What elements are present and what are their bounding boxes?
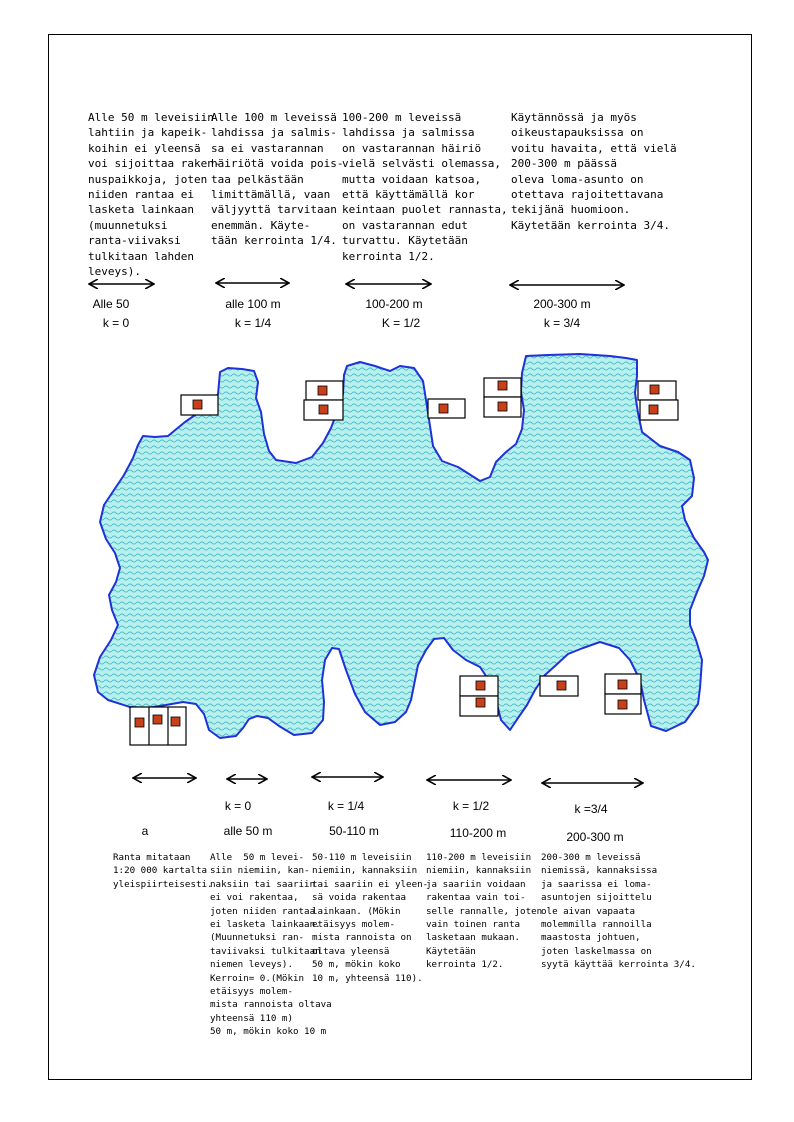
cabin-top-2 — [306, 381, 343, 400]
top-range-200-300: 200-300 m — [533, 297, 591, 311]
top-desc-lt50: Alle 50 m leveisiin lahtiin ja kapeik- koihin ei yleensä voi sijoittaa raken- nuspaikkoja, joten niiden rantaa ei lasketa lainkaan (muunnetuksi ranta-viivaksi tulkitaan lahden leveys). — [88, 111, 221, 279]
cabin-bottom-5 — [605, 694, 641, 714]
bottom-range-lt50: alle 50 m — [223, 824, 273, 838]
top-range-100-200: 100-200 m — [365, 297, 423, 311]
cabin-top-3 — [304, 400, 343, 420]
top-range-lt100: alle 100 m — [225, 297, 281, 311]
bottom-range-110-200: 110-200 m — [449, 826, 507, 840]
bottom-range-50-110: 50-110 m — [329, 824, 379, 838]
cabin-bottom-1 — [460, 676, 498, 696]
bottom-desc-200-300: 200-300 m leveissä niemissä, kannaksissa ja saarissa ei loma- asuntojen sijoittelu ole aivan vapaata molemmilla rannoilla maastosta johtuen, joten laskelmassa on syytä käyttää kerrointa 3/4. — [541, 852, 696, 971]
cabin-top-1 — [181, 395, 218, 415]
cabin-bottom-group-left — [130, 707, 186, 745]
bottom-range-200-300: 200-300 m — [566, 830, 624, 844]
cabin-top-4 — [428, 399, 465, 418]
top-desc-lt100: Alle 100 m leveissä lahdissa ja salmis- sa ei vastarannan häiriötä voida pois- taa pelkästään limittämällä, vaan väljyyttä tarvitaan enemmän. Käyte- tään kerrointa 1/4. — [211, 111, 344, 248]
top-desc-200-300: Käytännössä ja myös oikeustapauksissa on voitu havaita, että vielä 200-300 m päässä oleva loma-asunto on otettava rajoitettavana tekijänä huomioon. Käytetään kerrointa 3/4. — [511, 111, 677, 232]
top-desc-100-200: 100-200 m leveissä lahdissa ja salmissa on vastarannan häiriö vielä selvästi olemassa, mutta voidaan katsoa, että käyttämällä kor keintaan puolet rannasta, on vastarannan edut turvattu. Käytetään kerrointa 1/2. — [342, 111, 508, 263]
cabin-top-8 — [640, 400, 678, 420]
cabin-bottom-2 — [460, 696, 498, 716]
bottom-desc-lt50: Alle 50 m levei- siin niemiin, kan- naksiin tai saariin ei voi rakentaa, joten niiden rantaa ei lasketa lainkaan. (Muunnetuksi ran- taviivaksi tulkitaan niemen leveys). Kerroin= 0.(Mökin etäisyys molem- mista rannoista oltava yhteensä 110 m) 50 m, mökin koko 10 m — [210, 852, 332, 1038]
bottom-k-200-300: k =3/4 — [574, 802, 608, 816]
cabin-top-6 — [484, 397, 521, 417]
cabin-top-7 — [638, 381, 676, 400]
bottom-desc-110-200: 110-200 m leveisiin niemiin, kannaksiin ja saariin voidaan rakentaa vain toi- selle rannalle, joten vain toinen ranta lasketaan mukaan. Käytetään kerrointa 1/2. — [426, 852, 543, 971]
bottom-desc-50-110: 50-110 m leveisiin niemiin, kannaksiin tai saariin ei yleen- sä voida rakentaa lainkaan. (Mökin etäisyys molem- mista rannoista on oltava yleensä 50 m, mökin koko 10 m, yhteensä 110). — [312, 852, 429, 984]
top-range-lt50: Alle 50 — [92, 297, 130, 311]
bottom-k-50-110: k = 1/4 — [327, 799, 365, 813]
top-k-100-200: K = 1/2 — [381, 316, 421, 330]
bottom-k-110-200: k = 1/2 — [452, 799, 490, 813]
bottom-k-lt50: k = 0 — [224, 799, 252, 813]
bottom-arrows — [133, 777, 643, 783]
top-arrows — [89, 283, 624, 285]
cabin-bottom-3 — [540, 676, 578, 696]
bottom-range-a: a — [141, 824, 149, 838]
top-k-200-300: k = 3/4 — [543, 316, 581, 330]
cabin-top-5 — [484, 378, 521, 397]
top-k-lt100: k = 1/4 — [234, 316, 272, 330]
top-k-lt50: k = 0 — [102, 316, 130, 330]
cabin-bottom-4 — [605, 674, 641, 694]
bottom-desc-a: Ranta mitataan 1:20 000 kartalta yleispiirteisesti. — [113, 852, 213, 890]
